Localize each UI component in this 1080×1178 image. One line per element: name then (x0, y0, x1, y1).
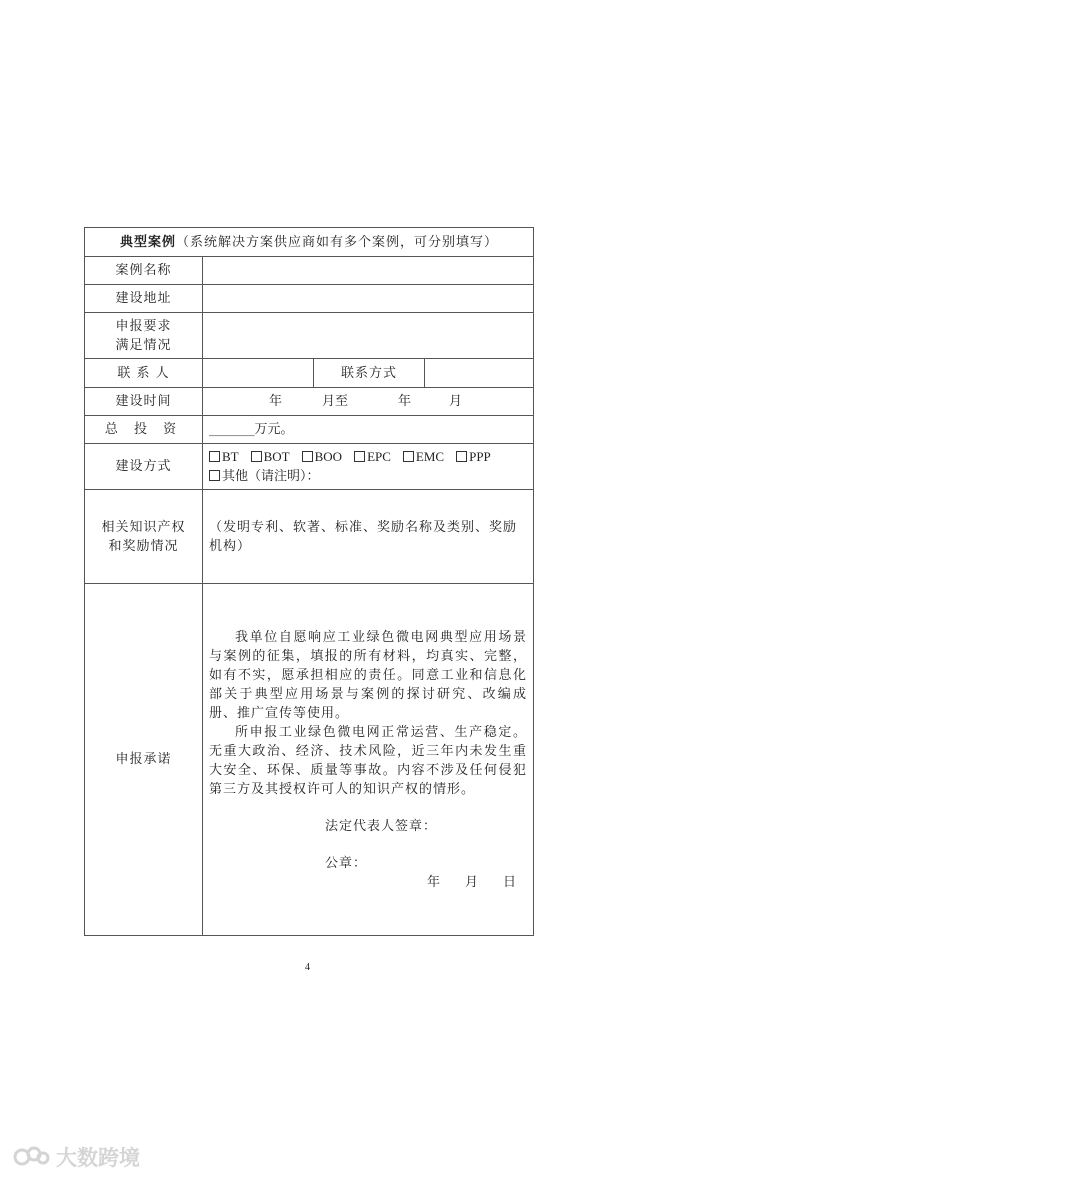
watermark-text: 大数跨境 (56, 1146, 140, 1170)
contact-method-field[interactable] (425, 359, 533, 387)
contact-method-label: 联系方式 (314, 359, 425, 387)
checkbox-icon (456, 451, 467, 462)
legal-rep-signature[interactable]: 法定代表人签章： (325, 818, 438, 834)
mode-option-emc[interactable] (403, 449, 444, 464)
checkbox-icon (403, 451, 414, 462)
time-year-end: 年 (398, 394, 412, 409)
mode-label: 建设方式 (85, 444, 203, 490)
header-title: 典型案例 (119, 234, 176, 250)
checkbox-icon (251, 451, 262, 462)
mode-option-label: PPP (469, 449, 491, 464)
ip-label (85, 490, 203, 584)
date-year: 年 (427, 874, 442, 890)
promise-content (203, 584, 534, 936)
mode-option-bot[interactable] (251, 449, 290, 464)
build-time-label: 建设时间 (85, 388, 203, 416)
header-note: （系统解决方案供应商如有多个案例，可分别填写） (176, 234, 499, 250)
mode-option-label: BOT (263, 449, 290, 464)
watermark-logo-icon (12, 1144, 50, 1170)
case-name-label: 案例名称 (85, 257, 203, 285)
checkbox-icon (209, 451, 220, 462)
investment-field[interactable]: _______万元。 (203, 416, 534, 444)
ip-label-line1: 相关知识产权 (101, 519, 186, 535)
ip-field[interactable]: （发明专利、软著、标准、奖励名称及类别、奖励机构） (203, 490, 534, 584)
mode-option-epc[interactable] (354, 449, 391, 464)
requirement-label-line1: 申报要求 (115, 318, 172, 334)
contact-field[interactable] (203, 359, 314, 387)
mode-option-label: BT (222, 449, 239, 464)
ip-label-line2: 和奖励情况 (108, 538, 179, 554)
mode-other-label: 其他（请注明）： (222, 469, 320, 484)
promise-paragraph-1: 我单位自愿响应工业绿色微电网典型应用场景与案例的征集，填报的所有材料，均真实、完整，如有不实，愿承担相应的责任。同意工业和信息化部关于典型应用场景与案例的探讨研究、改编成册、推广宣传等使用。 (209, 629, 527, 721)
mode-option-label: BOO (314, 449, 343, 464)
build-time-field[interactable] (203, 388, 534, 416)
mode-option-bt[interactable] (209, 449, 239, 464)
checkbox-icon (302, 451, 313, 462)
address-label: 建设地址 (85, 285, 203, 313)
page-number: 4 (305, 962, 310, 973)
investment-label: 总 投 资 (85, 416, 203, 444)
requirement-label-line2: 满足情况 (115, 337, 172, 353)
promise-label: 申报承诺 (85, 584, 203, 936)
watermark (12, 1142, 140, 1172)
time-month-end: 月 (449, 394, 463, 409)
company-seal[interactable]: 公章： (325, 855, 368, 871)
contact-row (203, 359, 534, 388)
checkbox-icon (354, 451, 365, 462)
case-form-table (84, 227, 534, 936)
promise-paragraph-2: 所申报工业绿色微电网正常运营、生产稳定。无重大政治、经济、技术风险，近三年内未发生重大安全、环保、质量等事故。内容不涉及任何侵犯第三方及其授权许可人的知识产权的情形。 (209, 724, 527, 797)
mode-options (203, 444, 534, 490)
requirement-label (85, 313, 203, 359)
date-month: 月 (465, 874, 480, 890)
table-header (85, 228, 534, 257)
address-field[interactable] (203, 285, 534, 313)
mode-option-boo[interactable] (302, 449, 342, 464)
mode-option-other[interactable] (209, 467, 533, 486)
time-month-to: 月至 (322, 394, 349, 409)
date-day: 日 (503, 874, 518, 890)
signature-date (209, 873, 527, 892)
mode-option-label: EPC (367, 449, 391, 464)
mode-option-label: EMC (415, 449, 445, 464)
checkbox-icon (209, 470, 220, 481)
case-name-field[interactable] (203, 257, 534, 285)
contact-label: 联 系 人 (85, 359, 203, 388)
mode-option-ppp[interactable] (456, 449, 491, 464)
time-year-start: 年 (269, 394, 283, 409)
requirement-field[interactable] (203, 313, 534, 359)
